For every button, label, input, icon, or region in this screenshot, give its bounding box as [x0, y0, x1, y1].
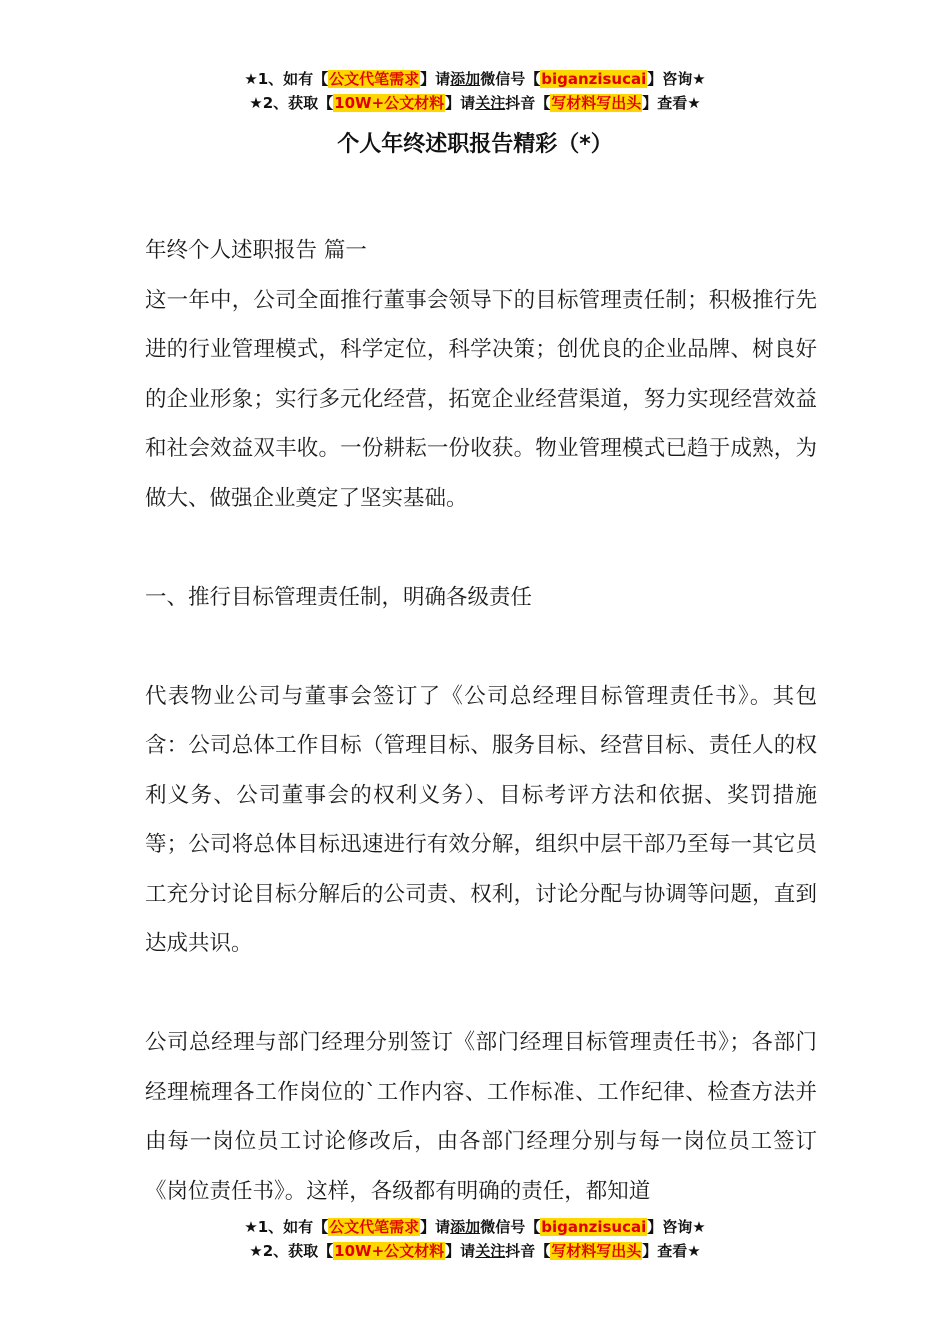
promo-text: 】请 — [420, 1218, 451, 1236]
bottom-promo-banner — [0, 1215, 950, 1263]
promo-line-1 — [0, 67, 950, 91]
body-paragraph: 公司总经理与部门经理分别签订《部门经理目标管理责任书》；各部门经理梳理各工作岗位的`工作内容、工作标准、工作纪律、检查方法并由每一岗位员工讨论修改后，由各部门经理分别与每一岗位员工签订《岗位责任书》。这样，各级都有明确的责任，都知道 — [145, 1030, 817, 1204]
star-icon: ★ — [244, 70, 258, 88]
promo-text: 1、如有【 — [257, 1218, 329, 1236]
douyin-account-highlight: 写材料写出头 — [551, 94, 642, 112]
promo-text: 】请 — [420, 70, 451, 88]
promo-text: 】请 — [445, 94, 476, 112]
promo-text: 】请 — [445, 1242, 476, 1260]
promo-text: 】咨询 — [647, 70, 693, 88]
promo-line-2 — [0, 91, 950, 115]
paragraph-spacer — [145, 969, 817, 1019]
promo-text: 】查看 — [642, 94, 688, 112]
star-icon: ★ — [249, 1242, 263, 1260]
promo-line-1 — [0, 1215, 950, 1239]
paragraph-spacer — [145, 523, 817, 573]
douyin-account-highlight: 写材料写出头 — [551, 1242, 642, 1260]
promo-text: 】咨询 — [647, 1218, 693, 1236]
promo-text: 1、如有【 — [257, 70, 329, 88]
promo-underline: 关注 — [475, 94, 506, 112]
star-icon: ★ — [687, 1242, 701, 1260]
promo-line-2 — [0, 1239, 950, 1263]
promo-underline: 添加 — [450, 1218, 481, 1236]
star-icon: ★ — [692, 1218, 706, 1236]
star-icon: ★ — [244, 1218, 258, 1236]
promo-highlight: 公文代笔需求 — [329, 70, 420, 88]
promo-underline: 添加 — [450, 70, 481, 88]
star-icon: ★ — [249, 94, 263, 112]
promo-text: 微信号【 — [480, 1218, 541, 1236]
top-promo-banner — [0, 67, 950, 115]
promo-text: 】查看 — [642, 1242, 688, 1260]
body-paragraph: 代表物业公司与董事会签订了《公司总经理目标管理责任书》。其包含：公司总体工作目标（管理目标、服务目标、经营目标、责任人的权利义务、公司董事会的权利义务）、目标考评方法和依据、奖罚措施等；公司将总体目标迅速进行有效分解，组织中层干部乃至每一其它员工充分讨论目标分解后的公司责、权利，讨论分配与协调等问题，直到达成共识。 — [145, 683, 817, 956]
promo-text: 抖音【 — [505, 94, 551, 112]
document-body — [145, 226, 817, 1216]
promo-highlight: 10W+公文材料 — [334, 1242, 445, 1260]
wechat-id-highlight: biganzisucai — [541, 70, 647, 88]
promo-text: 2、获取【 — [262, 94, 334, 112]
promo-text: 抖音【 — [505, 1242, 551, 1260]
wechat-id-highlight: biganzisucai — [541, 1218, 647, 1236]
section-heading: 年终个人述职报告 篇一 — [145, 238, 367, 263]
document-title: 个人年终述职报告精彩（*） — [337, 132, 613, 157]
promo-text: 微信号【 — [480, 70, 541, 88]
body-paragraph: 这一年中，公司全面推行董事会领导下的目标管理责任制；积极推行先进的行业管理模式，科学定位，科学决策；创优良的企业品牌、树良好的企业形象；实行多元化经营，拓宽企业经营渠道，努力实现经营效益和社会效益双丰收。一份耕耘一份收获。物业管理模式已趋于成熟，为做大、做强企业奠定了坚实基础。 — [145, 287, 817, 511]
section-heading: 一、推行目标管理责任制，明确各级责任 — [145, 584, 533, 610]
star-icon: ★ — [687, 94, 701, 112]
promo-text: 2、获取【 — [262, 1242, 334, 1260]
promo-underline: 关注 — [475, 1242, 506, 1260]
promo-highlight: 公文代笔需求 — [329, 1218, 420, 1236]
paragraph-spacer — [145, 622, 817, 672]
promo-highlight: 10W+公文材料 — [334, 94, 445, 112]
star-icon: ★ — [692, 70, 706, 88]
